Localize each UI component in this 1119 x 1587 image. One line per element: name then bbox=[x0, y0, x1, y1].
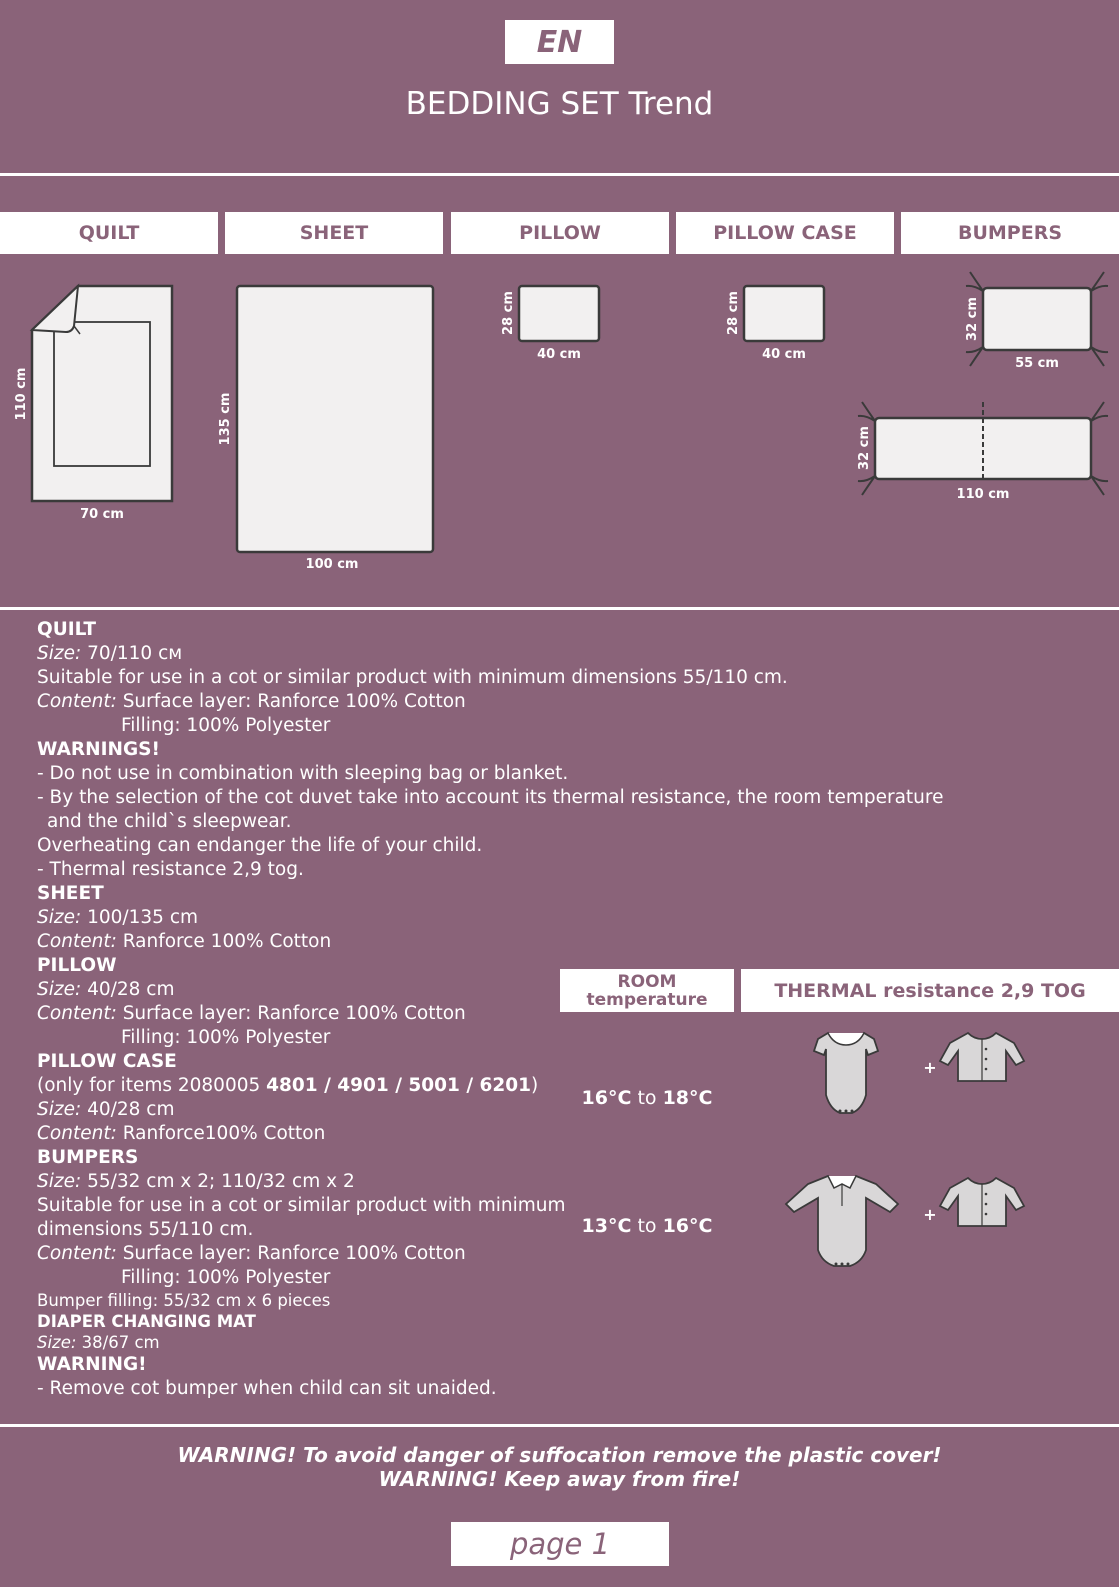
quilt-heading: QUILT bbox=[37, 619, 96, 640]
quilt-suitability: Suitable for use in a cot or similar product with minimum dimensions 55/110 cm. bbox=[37, 667, 788, 688]
column-header-pillow: PILLOW bbox=[451, 212, 669, 254]
thermal-resistance-header: THERMAL resistance 2,9 TOG bbox=[741, 969, 1119, 1012]
temperature-range-row2 bbox=[560, 1215, 734, 1237]
bumper-filling-pieces: Bumper filling: 55/32 cm x 6 pieces bbox=[37, 1291, 331, 1310]
page-number: page 1 bbox=[451, 1522, 669, 1566]
divider bbox=[0, 1424, 1119, 1427]
sheet-size: 100/135 cm bbox=[81, 907, 199, 928]
column-header-pillow-case: PILLOW CASE bbox=[676, 212, 894, 254]
pillow-size: 40/28 cm bbox=[81, 979, 175, 1000]
column-header-quilt: QUILT bbox=[0, 212, 218, 254]
diaper-mat-heading: DIAPER CHANGING MAT bbox=[37, 1312, 256, 1331]
bumpers-heading: BUMPERS bbox=[37, 1147, 139, 1168]
bumpers-filling: Filling: 100% Polyester bbox=[121, 1267, 331, 1288]
room-header-line: ROOM bbox=[617, 971, 677, 992]
pillow-case-illustration bbox=[744, 286, 824, 341]
warning-line: - Remove cot bumper when child can sit unaided. bbox=[37, 1378, 497, 1399]
pillow-case-heading: PILLOW CASE bbox=[37, 1051, 177, 1072]
bumpers-size: 55/32 cm x 2; 110/32 cm x 2 bbox=[81, 1171, 355, 1192]
row1-clothing bbox=[800, 1025, 1060, 1125]
language-badge: EN bbox=[505, 20, 614, 64]
plus-sign: + bbox=[923, 1058, 937, 1077]
suffocation-warning: WARNING! To avoid danger of suffocation remove the plastic cover! bbox=[177, 1443, 942, 1467]
warnings-heading: WARNINGS! bbox=[37, 739, 160, 760]
content-label: Content: bbox=[37, 1003, 117, 1024]
warning-line: - Do not use in combination with sleeping bag or blanket. bbox=[37, 763, 569, 784]
sheet-heading: SHEET bbox=[37, 883, 104, 904]
warning-line: Overheating can endanger the life of your child. bbox=[37, 835, 483, 856]
content-label: Content: bbox=[37, 1123, 117, 1144]
size-label: Size: bbox=[37, 643, 82, 664]
size-label: Size: bbox=[37, 1099, 82, 1120]
bumper-small-illustration bbox=[966, 272, 1108, 366]
cardigan-icon bbox=[940, 1033, 1024, 1081]
size-label: Size: bbox=[37, 907, 82, 928]
column-header-bumpers: BUMPERS bbox=[901, 212, 1119, 254]
pillow-case-height-label: 28 cm bbox=[726, 291, 741, 335]
long-sleeve-bodysuit-icon bbox=[786, 1176, 898, 1266]
quilt-size: 70/110 см bbox=[81, 643, 183, 664]
column-header-sheet: SHEET bbox=[225, 212, 443, 254]
pillow-heading: PILLOW bbox=[37, 955, 117, 976]
divider bbox=[0, 607, 1119, 610]
warning-line: - By the selection of the cot duvet take into account its thermal resistance, the room temperature bbox=[37, 787, 944, 808]
temp-to: 18°C bbox=[662, 1087, 713, 1109]
divider bbox=[0, 173, 1119, 176]
bumper-large-illustration bbox=[858, 402, 1108, 495]
temp-from: 13°C bbox=[581, 1215, 632, 1237]
sheet-content: Ranforce 100% Cotton bbox=[116, 931, 332, 952]
pillow-case-items-end: ) bbox=[531, 1075, 539, 1096]
fire-warning: WARNING! Keep away from fire! bbox=[378, 1467, 741, 1491]
warning-heading: WARNING! bbox=[37, 1354, 147, 1375]
warning-line: and the child`s sleepwear. bbox=[47, 811, 292, 832]
diaper-mat-size: 38/67 cm bbox=[76, 1333, 160, 1352]
bumper-small-height-label: 32 cm bbox=[965, 297, 980, 341]
quilt-width-label: 70 cm bbox=[80, 507, 124, 522]
sheet-width-label: 100 cm bbox=[305, 557, 359, 572]
temp-to: 16°C bbox=[662, 1215, 713, 1237]
page-title: BEDDING SET Trend bbox=[405, 86, 714, 122]
product-diagrams bbox=[0, 262, 1119, 582]
pillow-case-content: Ranforce100% Cotton bbox=[116, 1123, 326, 1144]
content-label: Content: bbox=[37, 691, 117, 712]
pillow-case-items: (only for items 2080005 bbox=[37, 1075, 267, 1096]
plus-sign: + bbox=[923, 1205, 937, 1224]
size-label: Size: bbox=[37, 1333, 77, 1352]
pillow-case-size: 40/28 cm bbox=[81, 1099, 175, 1120]
sheet-illustration bbox=[237, 286, 433, 552]
pillow-height-label: 28 cm bbox=[501, 291, 516, 335]
row2-clothing bbox=[782, 1170, 1072, 1280]
quilt-filling: Filling: 100% Polyester bbox=[121, 715, 331, 736]
temp-to-word: to bbox=[631, 1215, 663, 1237]
short-sleeve-bodysuit-icon bbox=[814, 1033, 878, 1113]
content-label: Content: bbox=[37, 931, 117, 952]
quilt-content: Surface layer: Ranforce 100% Cotton bbox=[116, 691, 466, 712]
size-label: Size: bbox=[37, 979, 82, 1000]
temp-to-word: to bbox=[631, 1087, 663, 1109]
quilt-height-label: 110 cm bbox=[14, 367, 29, 421]
room-header-line: temperature bbox=[586, 989, 708, 1010]
temperature-range-row1 bbox=[560, 1087, 734, 1109]
bumper-large-width-label: 110 cm bbox=[956, 487, 1010, 502]
bumper-small-width-label: 55 cm bbox=[1015, 356, 1059, 371]
content-label: Content: bbox=[37, 1243, 117, 1264]
warning-line: - Thermal resistance 2,9 tog. bbox=[37, 859, 304, 880]
sheet-height-label: 135 cm bbox=[218, 392, 233, 446]
bumpers-suitability: dimensions 55/110 cm. bbox=[37, 1219, 254, 1240]
pillow-illustration bbox=[519, 286, 599, 341]
quilt-illustration bbox=[32, 286, 172, 501]
cardigan-icon bbox=[940, 1178, 1024, 1226]
size-label: Size: bbox=[37, 1171, 82, 1192]
bumpers-suitability: Suitable for use in a cot or similar product with minimum bbox=[37, 1195, 566, 1216]
pillow-case-item-codes: 4801 / 4901 / 5001 / 6201 bbox=[266, 1075, 532, 1096]
bumper-large-height-label: 32 cm bbox=[857, 426, 872, 470]
room-temperature-header bbox=[560, 969, 734, 1012]
pillow-content: Surface layer: Ranforce 100% Cotton bbox=[116, 1003, 466, 1024]
pillow-filling: Filling: 100% Polyester bbox=[121, 1027, 331, 1048]
pillow-case-width-label: 40 cm bbox=[762, 347, 806, 362]
temp-from: 16°C bbox=[581, 1087, 632, 1109]
pillow-width-label: 40 cm bbox=[537, 347, 581, 362]
bumpers-content: Surface layer: Ranforce 100% Cotton bbox=[116, 1243, 466, 1264]
